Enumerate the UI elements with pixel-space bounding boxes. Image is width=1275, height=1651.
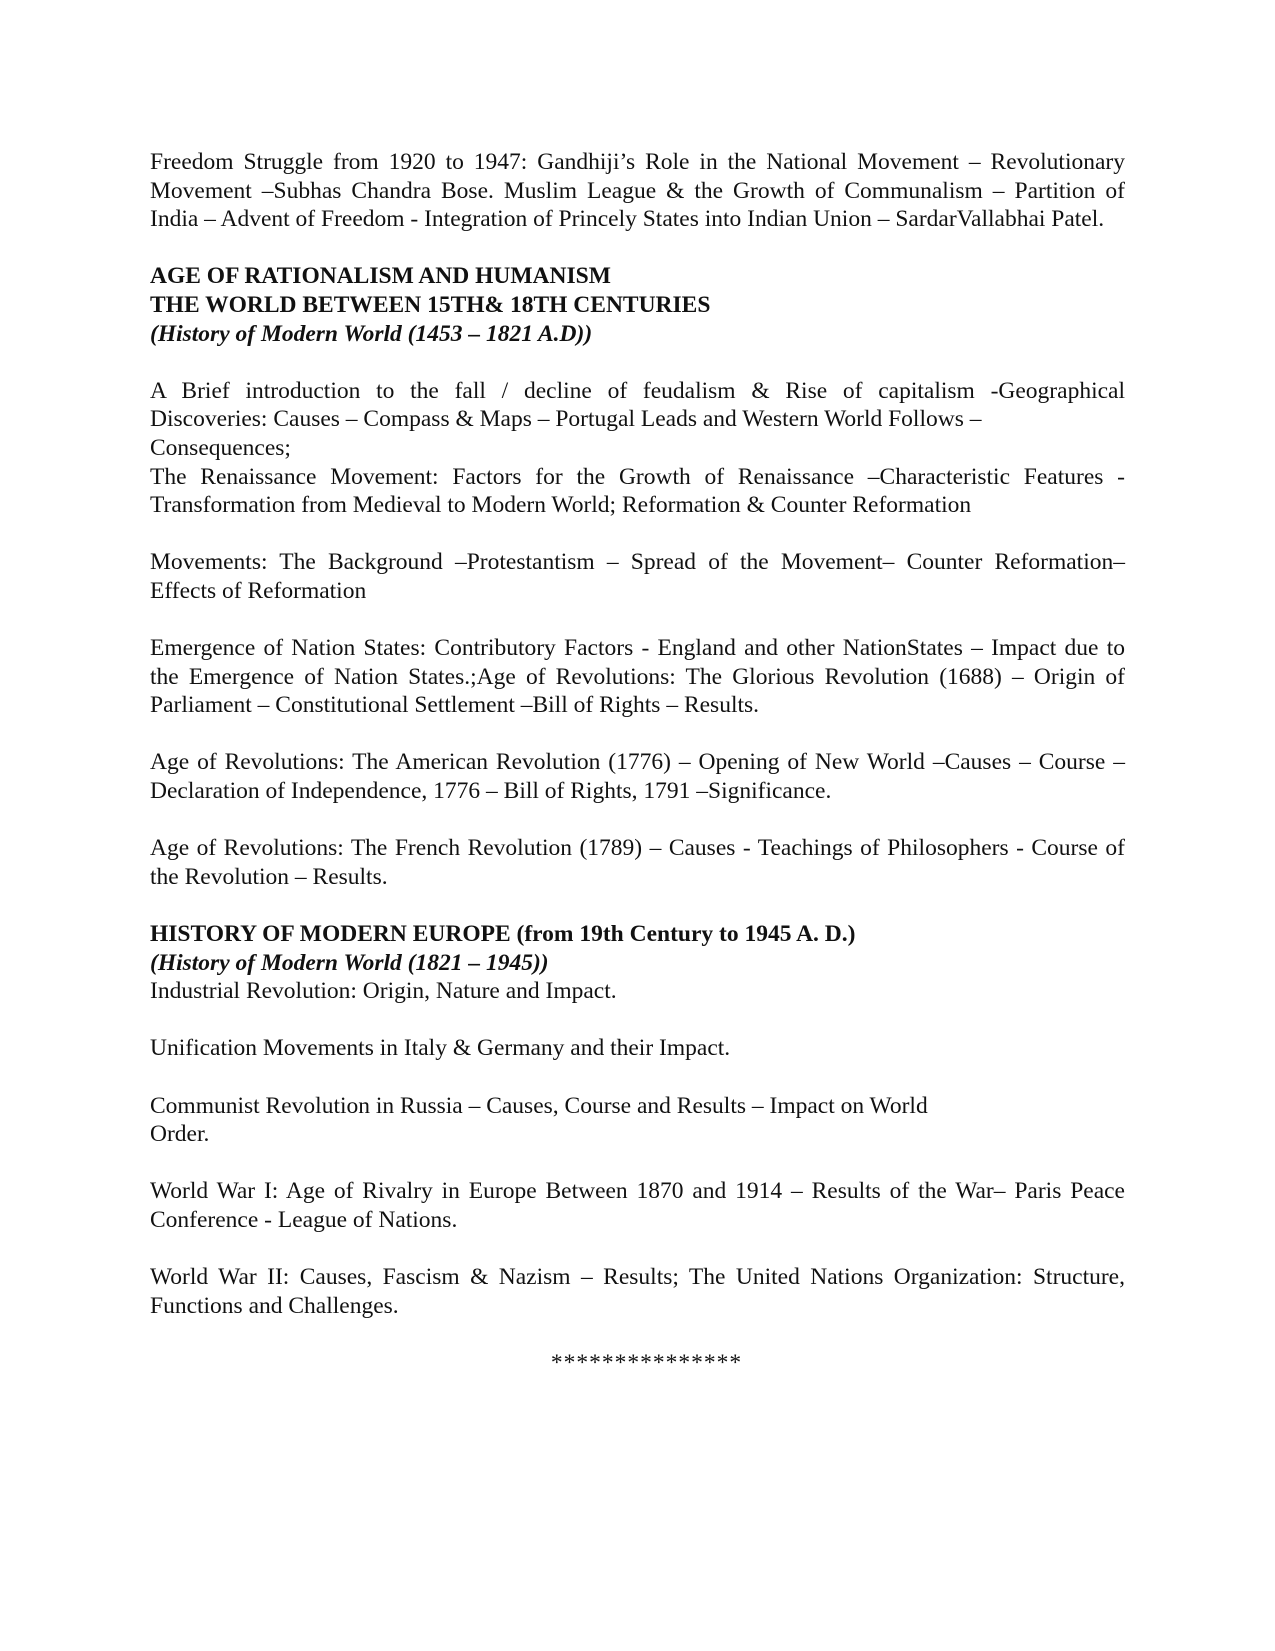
section-separator: *************** [550,1349,743,1376]
paragraph-feudalism-line-1: A Brief introduction to the fall / decline of feudalism & Rise of capitalism -Geographical [150,377,1125,404]
paragraph-unification: Unification Movements in Italy & Germany and their Impact. [150,1035,731,1062]
paragraph-world-war-1: World War I: Age of Rivalry in Europe Between 1870 and 1914 – Results of the War– Paris Peace Conference - League of Nations. [150,1178,1125,1233]
paragraph-reformation: Movements: The Background –Protestantism – Spread of the Movement– Counter Reformation– Effects of Reformation [150,549,1125,604]
paragraph-american-revolution: Age of Revolutions: The American Revolution (1776) – Opening of New World –Causes – Course – Declaration of Independence, 1776 – Bill of Rights, 1791 –Significance. [150,749,1125,805]
section-heading-rationalism: AGE OF RATIONALISM AND HUMANISM [150,263,611,290]
paragraph-nation-states: Emergence of Nation States: Contributory Factors - England and other NationStates – Impact due to the Emergence of Nation States.;Age of Revolutions: The Glorious Revolution (1688) – Origin of Parliament – Constitutional Settlement –Bill of Rights – Results. [150,635,1125,719]
paragraph-feudalism-line-3: Consequences; [150,434,291,461]
paragraph-french-revolution: Age of Revolutions: The French Revolution (1789) – Causes - Teachings of Philosophers - Course of the Revolution – Results. [150,835,1125,890]
section-subheading-1821-1945: (History of Modern World (1821 – 1945)) [150,949,549,976]
section-heading-modern-europe: HISTORY OF MODERN EUROPE (from 19th Century to 1945 A. D.) [150,921,856,948]
paragraph-feudalism-line-2: Discoveries: Causes – Compass & Maps – Portugal Leads and Western World Follows – [150,406,982,433]
paragraph-communist-line-1: Communist Revolution in Russia – Causes, Course and Results – Impact on World [150,1092,928,1119]
document-page [150,148,1125,1378]
paragraph-industrial-revolution: Industrial Revolution: Origin, Nature and Impact. [150,978,617,1005]
paragraph-world-war-2: World War II: Causes, Fascism & Nazism – Results; The United Nations Organization: Structure, Functions and Challenges. [150,1264,1125,1319]
paragraph-communist-line-2: Order. [150,1121,210,1148]
intro-paragraph: Freedom Struggle from 1920 to 1947: Gandhiji’s Role in the National Movement – Revolutionary Movement –Subhas Chandra Bose. Muslim League & the Growth of Communalism – Partition of India – Advent of Freedom - Integration of Princely States into Indian Union – SardarVallabhai Patel. [150,149,1125,233]
paragraph-feudalism [150,377,1125,463]
section-subheading-1453-1821: (History of Modern World (1453 – 1821 A.D)) [150,320,593,347]
paragraph-renaissance: The Renaissance Movement: Factors for the Growth of Renaissance –Characteristic Features - Transformation from Medieval to Modern World; Reformation & Counter Reformation [150,463,1125,519]
paragraph-communist-revolution [150,1092,1125,1149]
section-heading-world-centuries: THE WORLD BETWEEN 15TH& 18TH CENTURIES [150,291,711,318]
